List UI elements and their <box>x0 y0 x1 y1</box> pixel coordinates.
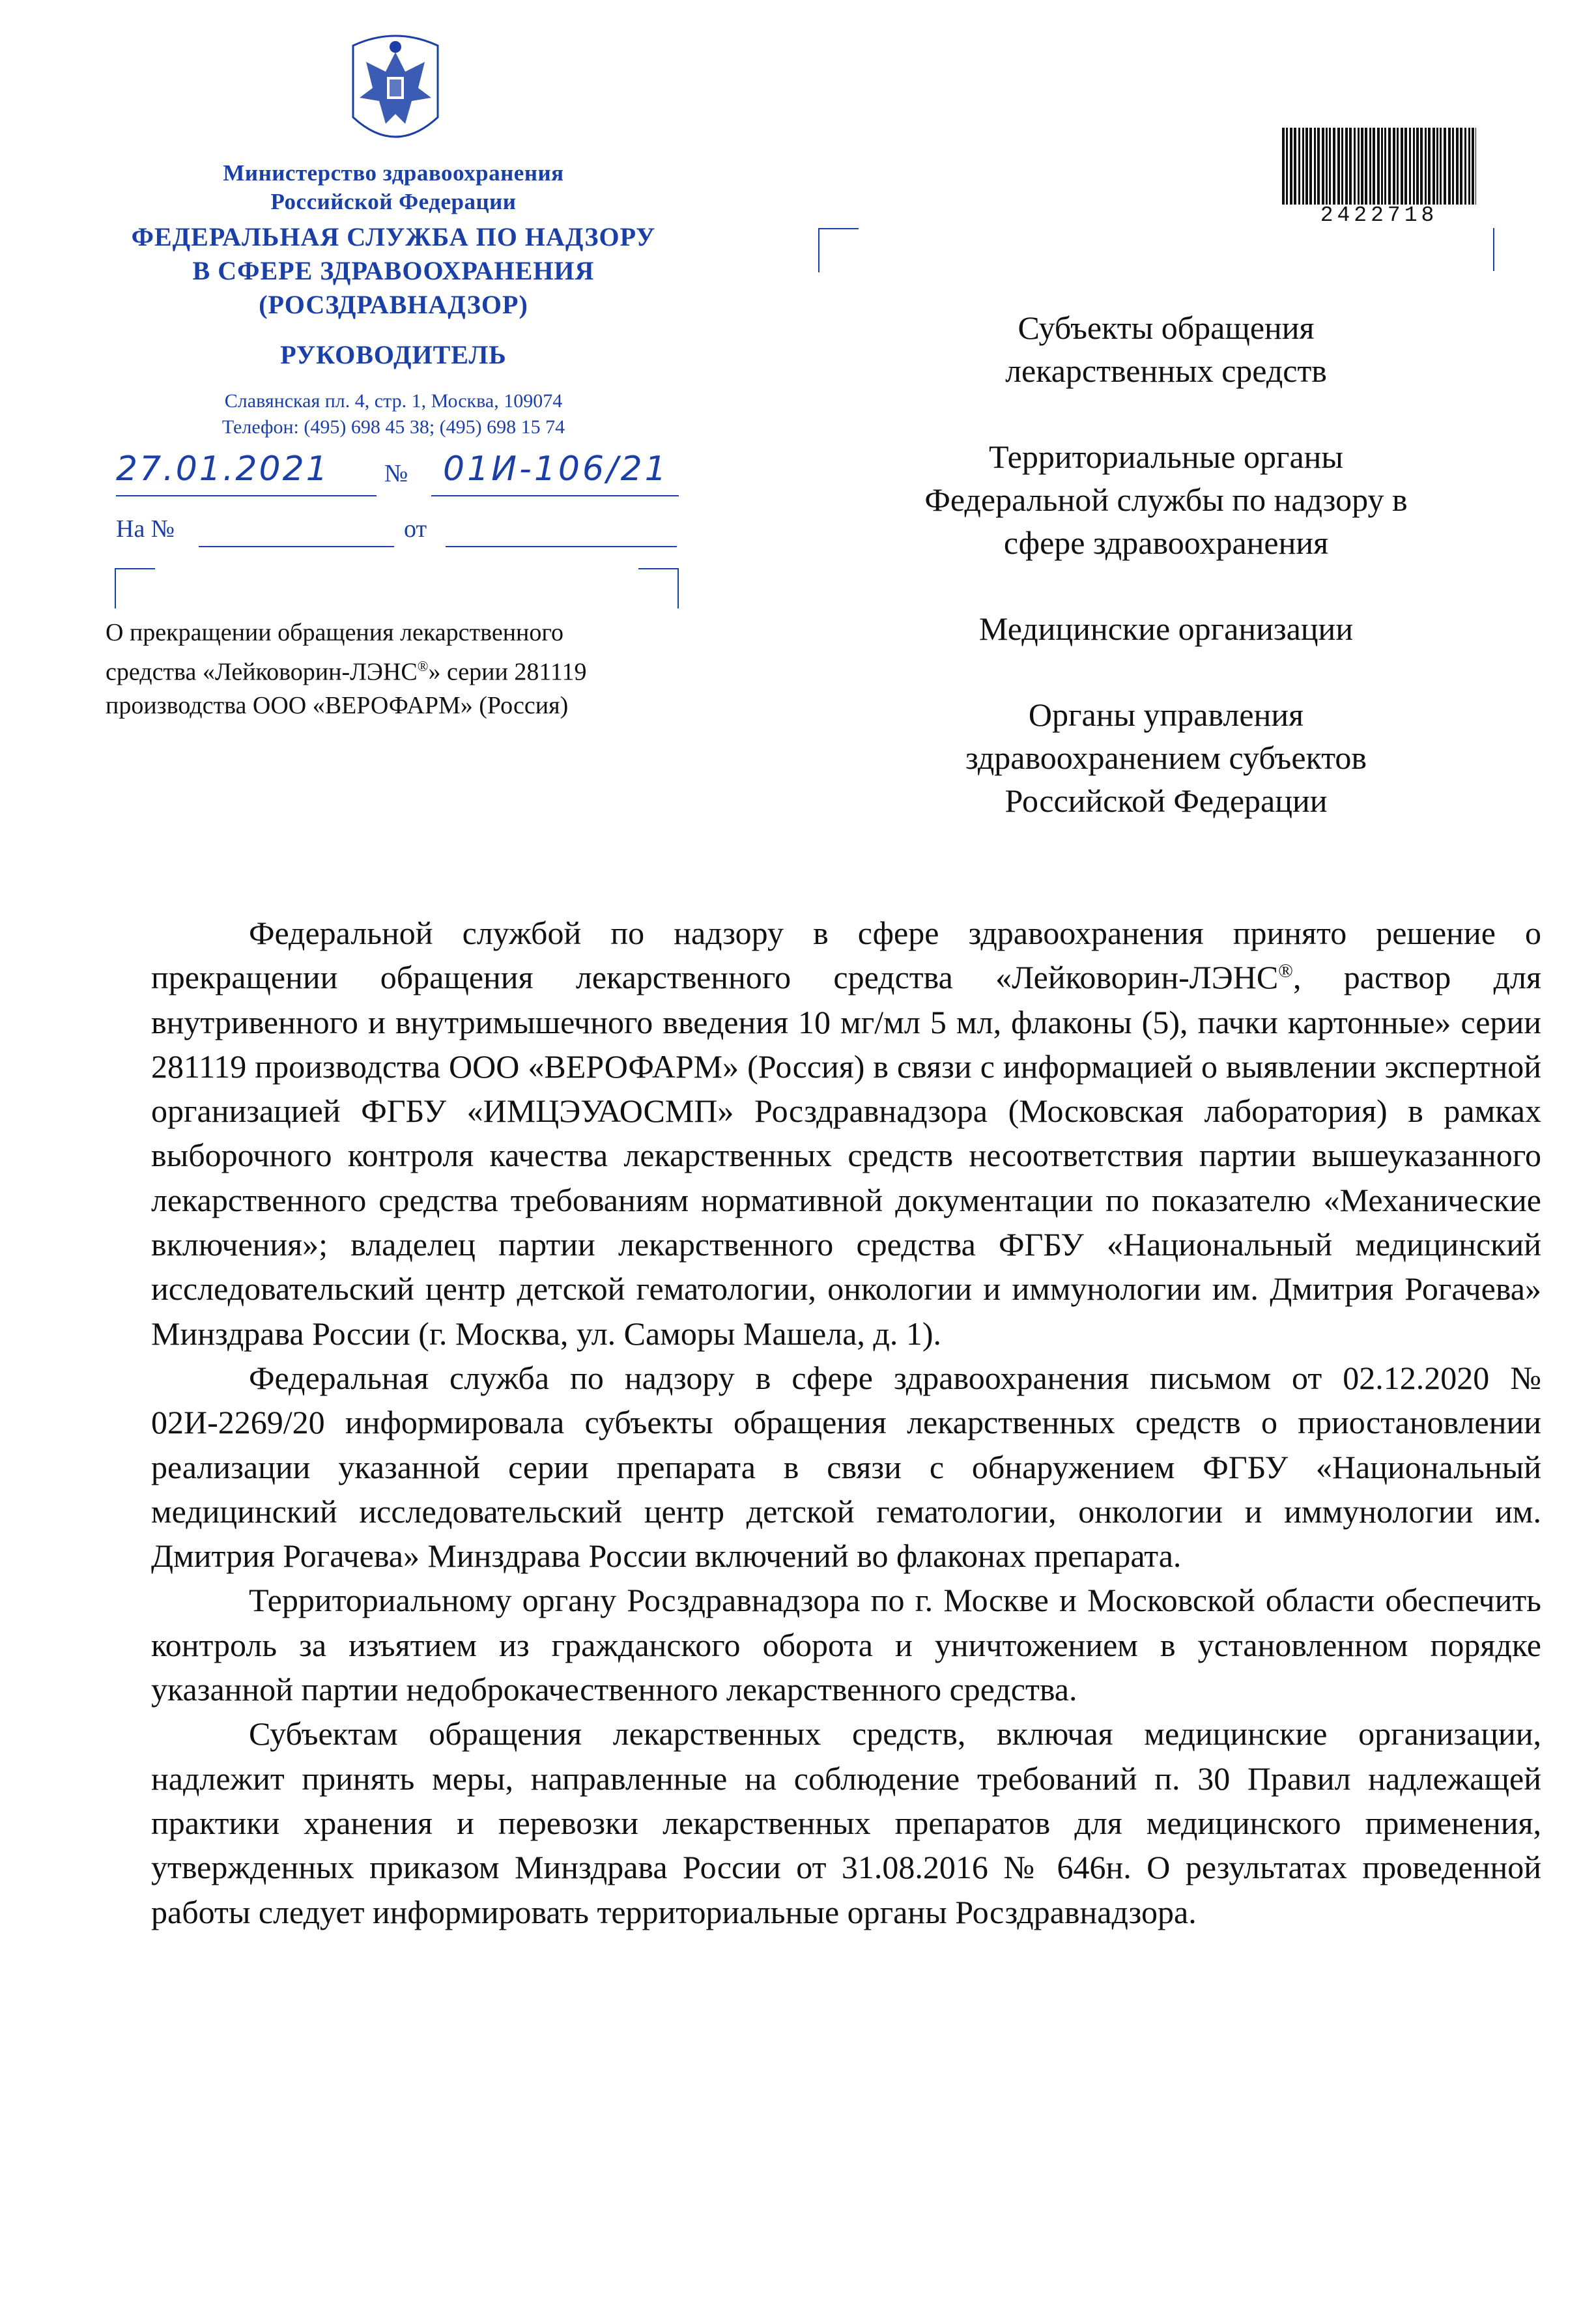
barcode-bar <box>1333 128 1335 205</box>
barcode-bar <box>1309 128 1312 205</box>
recipient-group-2 <box>840 435 1492 564</box>
recipient-group-4 <box>840 693 1492 822</box>
from-underline <box>446 546 677 547</box>
subject-bracket-right <box>638 568 679 608</box>
barcode-bar <box>1361 128 1363 205</box>
body-paragraph-1 <box>151 911 1541 1356</box>
recipients-block <box>840 306 1492 865</box>
registration-date: 27.01.2021 <box>116 450 330 489</box>
ministry-line-1: Министерство здравоохранения <box>223 160 564 186</box>
ministry-line-2: Российской Федерации <box>270 189 517 214</box>
recipient-line: сфере здравоохранения <box>1003 524 1329 561</box>
barcode-bar <box>1404 128 1407 205</box>
date-underline <box>116 495 377 496</box>
barcode-bar <box>1428 128 1431 205</box>
head-title: РУКОВОДИТЕЛЬ <box>280 340 507 369</box>
barcode-bar <box>1440 128 1442 205</box>
recipient-line: Территориальные органы <box>988 438 1344 475</box>
recipient-group-1 <box>840 306 1492 392</box>
barcode-bar <box>1286 128 1288 205</box>
barcode-bar <box>1341 128 1343 205</box>
barcode-bar <box>1322 128 1324 205</box>
barcode-bar <box>1329 128 1331 205</box>
barcode <box>1282 128 1476 205</box>
registration-number-label: № <box>384 460 408 487</box>
barcode-bar <box>1401 128 1403 205</box>
body-paragraph-1-post: , раствор для внутривенного и внутримышечного введения 10 мг/мл 5 мл, флаконы (5), пачки картонные» серии 281119 производства ООО «ВЕРОФАРМ» (Россия) в связи с информацией о выявлении экспертной организацией ФГБУ «ИМЦЭУАОСМП» Росздравнадзора (Московская лаборатория) в рамках выборочного контроля качества лекарственных средств несоответствия партии вышеуказанного лекарственного средства требованиям нормативной документации по показателю «Механические включения»; владелец партии лекарственного средства ФГБУ «Национальный медицинский исследовательский центр детской гематологии, онкологии и иммунологии им. Дмитрия Рогачева» Минздрава России (г. Москва, ул. Саморы Машела, д. 1). <box>151 959 1542 1352</box>
ministry-name <box>130 159 657 216</box>
registered-mark: ® <box>417 658 429 674</box>
barcode-bar <box>1432 128 1435 205</box>
barcode-bar <box>1326 128 1328 205</box>
body-paragraph-3: Территориальному органу Росздравнадзора по г. Москве и Московской области обеспечить контроль за изъятием из гражданского оборота и уничтожением в установленном порядке указанной партии недоброкачественного лекарственного средства. <box>151 1582 1541 1708</box>
barcode-bar <box>1464 128 1466 205</box>
recipient-line: Российской Федерации <box>1005 782 1328 819</box>
barcode-bar <box>1413 128 1415 205</box>
recipient-line: Органы управления <box>1028 696 1304 733</box>
barcode-bar <box>1472 128 1474 205</box>
barcode-bar <box>1369 128 1371 205</box>
body-paragraph-2: Федеральная служба по надзору в сфере здравоохранения письмом от 02.12.2020 № 02И-2269/20 информировала субъекты обращения лекарственных средств о приостановлении реализации указанной серии препарата в связи с обнаружением ФГБУ «Национальный медицинский исследовательский центр детской гематологии, онкологии и иммунологии им. Дмитрия Рогачева» Минздрава России включений во флаконах препарата. <box>151 1359 1541 1575</box>
barcode-bar <box>1409 128 1411 205</box>
subject-line-2 <box>106 650 718 689</box>
barcode-bar <box>1388 128 1391 205</box>
subject-line-2-post: » серии 281119 <box>428 658 587 686</box>
barcode-bar <box>1365 128 1367 205</box>
barcode-bar <box>1345 128 1348 205</box>
registered-mark: ® <box>1278 960 1293 982</box>
barcode-bar <box>1436 128 1438 205</box>
letter-body <box>151 911 1541 1934</box>
barcode-bar <box>1475 128 1476 205</box>
barcode-bar <box>1290 128 1292 205</box>
recipient-bracket-right <box>1454 228 1494 271</box>
body-paragraph-1-pre: Федеральной службой по надзору в сфере здравоохранения принято решение о прекращении обращения лекарственного средства «Лейковорин-ЛЭНС <box>151 915 1541 996</box>
barcode-number: 2422718 <box>1320 203 1438 227</box>
barcode-bar <box>1416 128 1419 205</box>
barcode-bar <box>1448 128 1451 205</box>
barcode-bar <box>1314 128 1316 205</box>
barcode-bar <box>1381 128 1383 205</box>
from-label: от <box>404 515 427 543</box>
barcode-bar <box>1397 128 1399 205</box>
address <box>130 388 657 440</box>
address-line-1: Славянская пл. 4, стр. 1, Москва, 109074 <box>224 390 563 412</box>
barcode-bar <box>1349 128 1352 205</box>
barcode-bar <box>1373 128 1375 205</box>
recipient-line: Федеральной службы по надзору в <box>924 481 1408 518</box>
number-underline <box>431 495 679 496</box>
barcode-bar <box>1298 128 1300 205</box>
barcode-bar <box>1468 128 1470 205</box>
barcode-bar <box>1317 128 1320 205</box>
subject-bracket-left <box>115 568 155 608</box>
subject-line-2-pre: средства «Лейковорин-ЛЭНС <box>106 658 418 686</box>
barcode-bar <box>1377 128 1380 205</box>
service-name <box>98 220 689 322</box>
barcode-bar <box>1452 128 1454 205</box>
barcode-bar <box>1444 128 1446 205</box>
coat-of-arms-emblem <box>340 26 451 156</box>
registration-number: 01И-106/21 <box>443 450 669 489</box>
service-line-2: В СФЕРЕ ЗДРАВООХРАНЕНИЯ <box>192 256 595 285</box>
subject-line-1: О прекращении обращения лекарственного <box>106 619 564 646</box>
barcode-bar <box>1354 128 1356 205</box>
service-line-3: (РОСЗДРАВНАДЗОР) <box>259 290 528 319</box>
barcode-bar <box>1460 128 1462 205</box>
barcode-bar <box>1282 128 1285 205</box>
recipient-bracket-left <box>818 228 859 272</box>
recipient-line: Субъекты обращения <box>1018 309 1315 346</box>
recipient-group-3 <box>840 607 1492 650</box>
recipient-line: здравоохранением субъектов <box>965 739 1367 776</box>
barcode-bar <box>1294 128 1296 205</box>
barcode-bar <box>1384 128 1386 205</box>
service-line-1: ФЕДЕРАЛЬНАЯ СЛУЖБА ПО НАДЗОРУ <box>131 222 656 251</box>
address-line-2: Телефон: (495) 698 45 38; (495) 698 15 74 <box>221 416 565 438</box>
subject-line-3: производства ООО «ВЕРОФАРМ» (Россия) <box>106 691 569 719</box>
barcode-bar <box>1305 128 1308 205</box>
in-reply-label: На № <box>116 515 175 543</box>
barcode-bar <box>1456 128 1459 205</box>
recipient-line: Медицинские организации <box>978 610 1354 647</box>
barcode-bar <box>1302 128 1304 205</box>
in-reply-underline <box>199 546 394 547</box>
barcode-bar <box>1393 128 1395 205</box>
barcode-bar <box>1425 128 1427 205</box>
barcode-bar <box>1337 128 1340 205</box>
body-paragraph-4: Субъектам обращения лекарственных средств, включая медицинские организации, надлежит принять меры, направленные на соблюдение требований п. 30 Правил надлежащей практики хранения и перевозки лекарственных препаратов для медицинского применения, утвержденных приказом Минздрава России от 31.08.2016 № 646н. О результатах проведенной работы следует информировать территориальные органы Росздравнадзора. <box>151 1715 1541 1930</box>
letter-subject <box>106 616 718 722</box>
barcode-bar <box>1420 128 1423 205</box>
recipient-line: лекарственных средств <box>1005 352 1327 389</box>
barcode-bar <box>1358 128 1360 205</box>
